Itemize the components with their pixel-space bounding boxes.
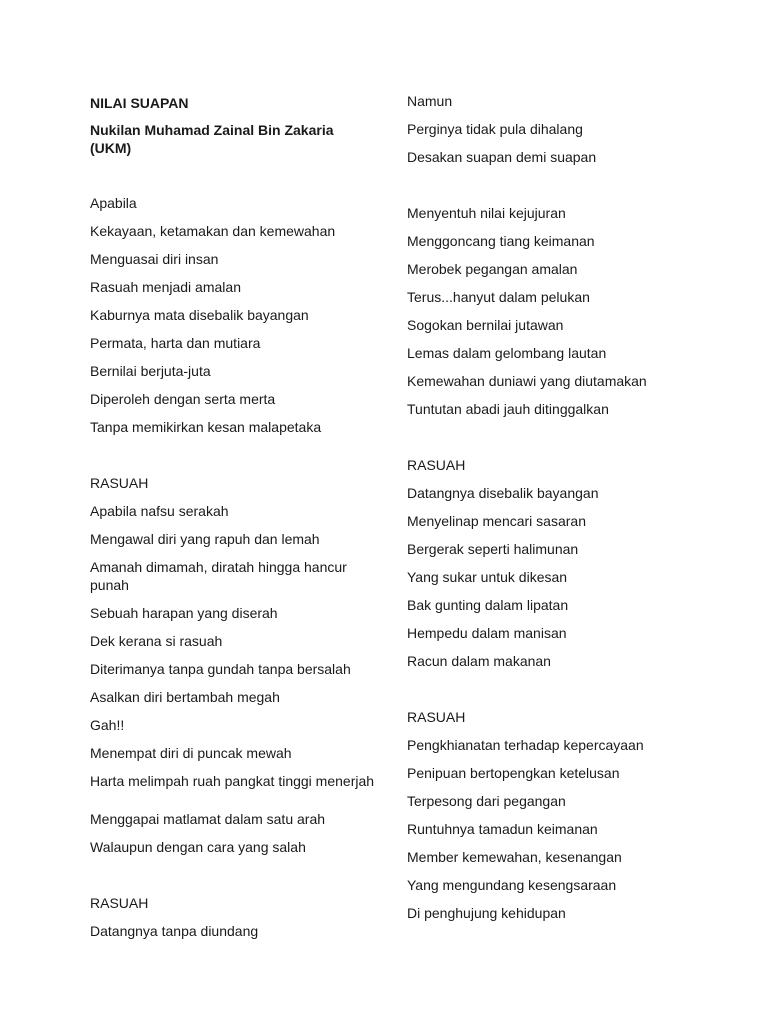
poem-line: Diperoleh dengan serta merta [90,391,276,407]
poem-line: Diterimanya tanpa gundah tanpa bersalah [90,661,351,677]
poem-line: Menguasai diri insan [90,251,219,267]
stanza-gap [90,861,380,889]
poem-line: Yang sukar untuk dikesan [407,569,568,585]
poem-line: Permata, harta dan mutiara [90,335,261,351]
poem-line: Rasuah menjadi amalan [90,279,241,295]
poem-line: Kaburnya mata disebalik bayangan [90,307,309,323]
stanza-gap [407,171,707,199]
poem-author [90,121,380,157]
stanza [90,189,380,441]
right-column [407,87,707,927]
poem-line: Hempedu dalam manisan [407,625,567,641]
poem-line: Menggoncang tiang keimanan [407,233,595,249]
poem-line: Amanah dimamah, diratah hingga hancur punah [90,559,347,593]
poem-title: NILAI SUAPAN [90,95,189,111]
stanza [407,87,707,171]
poem-line: Racun dalam makanan [407,653,551,669]
poem-line: Bak gunting dalam lipatan [407,597,569,613]
poem-line: Datangnya tanpa diundang [90,923,259,939]
stanza [407,703,707,927]
poem-line: Mengawal diri yang rapuh dan lemah [90,531,320,547]
poem-line: Gah!! [90,717,125,733]
poem-line: Asalkan diri bertambah megah [90,689,280,705]
poem-line: RASUAH [407,457,466,473]
poem-line: Dek kerana si rasuah [90,633,223,649]
poem-line: RASUAH [407,709,466,725]
stanza-gap [90,441,380,469]
stanza [90,889,380,945]
author-name: Nukilan Muhamad Zainal Bin Zakaria [90,122,334,138]
poem-line: Kemewahan duniawi yang diutamakan [407,373,647,389]
poem-line: Apabila nafsu serakah [90,503,229,519]
poem-line: Lemas dalam gelombang lautan [407,345,607,361]
poem-line: Desakan suapan demi suapan [407,149,597,165]
stanza [407,451,707,675]
poem-line: Bernilai berjuta-juta [90,363,211,379]
poem-line: Sebuah harapan yang diserah [90,605,278,621]
poem-line: RASUAH [90,895,149,911]
poem-line: Sogokan bernilai jutawan [407,317,564,333]
poem-line: Menyentuh nilai kejujuran [407,205,566,221]
poem-line: Yang mengundang kesengsaraan [407,877,617,893]
poem-line: Tanpa memikirkan kesan malapetaka [90,419,322,435]
poem-line: Tuntutan abadi jauh ditinggalkan [407,401,609,417]
stanza-gap [407,423,707,451]
poem-line: Datangnya disebalik bayangan [407,485,599,501]
stanza [90,469,380,861]
poem-line: Namun [407,93,453,109]
poem-line: Penipuan bertopengkan ketelusan [407,765,620,781]
stanza-gap [90,157,380,189]
author-affiliation: (UKM) [90,140,132,156]
poem-line: RASUAH [90,475,149,491]
poem-line: Menempat diri di puncak mewah [90,745,292,761]
poem-line: Di penghujung kehidupan [407,905,566,921]
poem-line: Runtuhnya tamadun keimanan [407,821,598,837]
stanza [407,199,707,423]
poem-line: Bergerak seperti halimunan [407,541,579,557]
poem-line: Kekayaan, ketamakan dan kemewahan [90,223,336,239]
poem-line: Walaupun dengan cara yang salah [90,839,306,855]
poem-line: Harta melimpah ruah pangkat tinggi menerjah [90,773,375,789]
poem-line: Merobek pegangan amalan [407,261,578,277]
poem-line: Pengkhianatan terhadap kepercayaan [407,737,644,753]
poem-line: Menyelinap mencari sasaran [407,513,586,529]
poem-line: Apabila [90,195,137,211]
stanza-gap [407,675,707,703]
left-column [90,89,380,945]
poem-line: Terpesong dari pegangan [407,793,566,809]
poem-line: Menggapai matlamat dalam satu arah [90,811,326,827]
poem-line: Terus...hanyut dalam pelukan [407,289,590,305]
poem-line: Perginya tidak pula dihalang [407,121,583,137]
poem-line: Member kemewahan, kesenangan [407,849,622,865]
